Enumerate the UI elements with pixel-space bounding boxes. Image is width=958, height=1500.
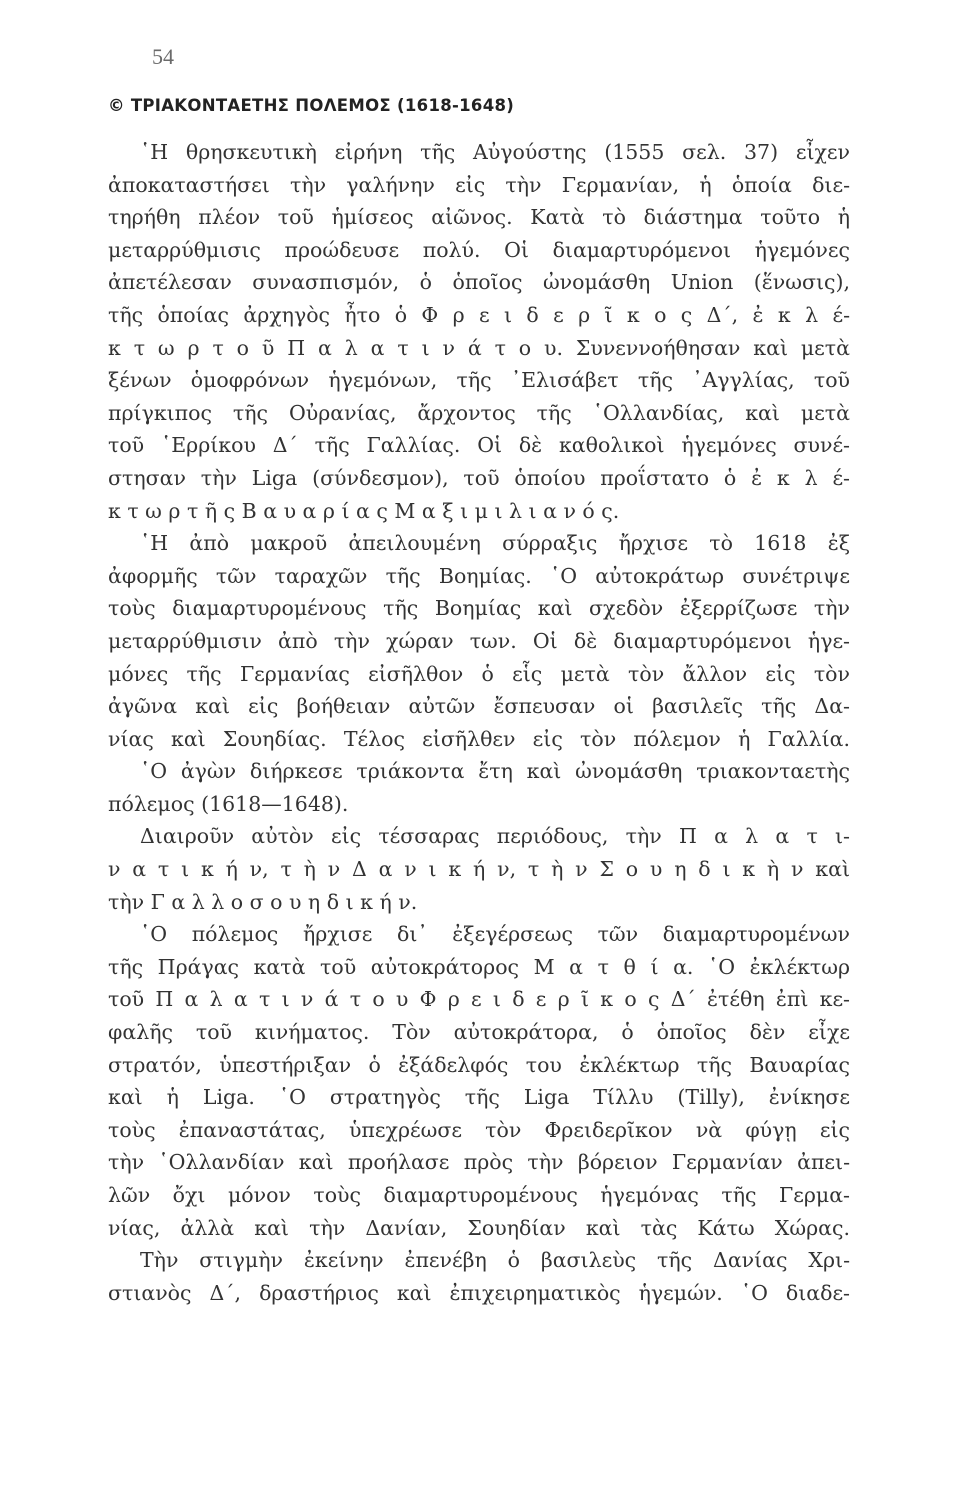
text-line: πρίγκιπος τῆς Οὐρανίας, ἄρχοντος τῆς ῾Ολλανδίας, καὶ μετὰ xyxy=(108,400,850,425)
page-number: 54 xyxy=(152,44,174,69)
text-line: μεταρρύθμισις προώδευσε πολύ. Οἱ διαμαρτυρόμενοι ἡγεμόνες xyxy=(108,237,850,262)
text-line: τηρήθη πλέον τοῦ ἡμίσεος αἰῶνος. Κατὰ τὸ διάστημα τοῦτο ἡ xyxy=(108,205,850,230)
text-line: τὴν Γ α λ λ ο σ ο υ η δ ι κ ή ν. xyxy=(108,889,418,914)
text-line: τοῦ Π α λ α τ ι ν ά τ ο υ Φ ρ ε ι δ ε ρ ῖ κ ο ς Δ΄ ἐτέθη ἐπὶ κε- xyxy=(108,987,850,1012)
body-text xyxy=(108,136,850,1309)
text-line: κ τ ω ρ τ ο ῦ Π α λ α τ ι ν ά τ ο υ. Συνεννοήθησαν καὶ μετὰ xyxy=(108,335,850,360)
text-line: τοὺς διαμαρτυρομένους τῆς Βοημίας καὶ σχεδὸν ἐξερρίζωσε τὴν xyxy=(108,596,850,621)
text-line: τὴν ῾Ολλανδίαν καὶ προήλασε πρὸς τὴν βόρειον Γερμανίαν ἀπει- xyxy=(108,1150,850,1175)
text-line: φαλῆς τοῦ κινήματος. Τὸν αὐτοκράτορα, ὁ ὁποῖος δὲν εἶχε xyxy=(108,1020,850,1045)
text-line: Τὴν στιγμὴν ἐκείνην ἐπενέβη ὁ βασιλεὺς τῆς Δανίας Χρι- xyxy=(140,1248,850,1273)
running-head: © ΤΡΙΑΚΟΝΤΑΕΤΗΣ ΠΟΛΕΜΟΣ (1618-1648) xyxy=(108,96,515,115)
text-line: μόνες τῆς Γερμανίας εἰσῆλθον ὁ εἷς μετὰ τὸν ἄλλον εἰς τὸν xyxy=(108,661,850,686)
text-line: λῶν ὄχι μόνον τοὺς διαμαρτυρομένους ἡγεμόνας τῆς Γερμα- xyxy=(108,1183,850,1207)
text-line: ῾Ο ἀγὼν διήρκεσε τριάκοντα ἔτη καὶ ὠνομάσθη τριακονταετὴς xyxy=(140,759,850,784)
text-line: μεταρρύθμισιν ἀπὸ τὴν χώραν των. Οἱ δὲ διαμαρτυρόμενοι ἡγε- xyxy=(108,628,850,653)
text-line: ἀφορμῆς τῶν ταραχῶν τῆς Βοημίας. ῾Ο αὐτοκράτωρ συνέτριψε xyxy=(108,563,850,588)
text-line: τῆς ὁποίας ἀρχηγὸς ἦτο ὁ Φ ρ ε ι δ ε ρ ῖ κ ο ς Δ΄, ἐ κ λ έ- xyxy=(108,302,850,327)
text-line: ν α τ ι κ ή ν, τ ὴ ν Δ α ν ι κ ή ν, τ ὴ ν Σ ο υ η δ ι κ ὴ ν καὶ xyxy=(108,857,850,882)
text-line: τῆς Πράγας κατὰ τοῦ αὐτοκράτορος Μ α τ θ ί α. ῾Ο ἐκλέκτωρ xyxy=(108,954,850,979)
text-line: κ τ ω ρ τ ῆ ς Β α υ α ρ ί α ς Μ α ξ ι μ ι λ ι α ν ό ς. xyxy=(108,498,620,523)
text-line: ἀπετέλεσαν συνασπισμόν, ὁ ὁποῖος ὠνομάσθη Union (ἕνωσις), xyxy=(108,270,850,295)
text-line: νίας καὶ Σουηδίας. Τέλος εἰσῆλθεν εἰς τὸν πόλεμον ἡ Γαλλία. xyxy=(108,726,850,751)
text-line: ξένων ὁμοφρόνων ἡγεμόνων, τῆς ᾿Ελισάβετ τῆς ᾿Αγγλίας, τοῦ xyxy=(108,368,850,393)
text-line: ἀποκαταστήσει τὴν γαλήνην εἰς τὴν Γερμανίαν, ἡ ὁποία διε- xyxy=(108,172,850,197)
text-line: στιανὸς Δ΄, δραστήριος καὶ ἐπιχειρηματικὸς ἡγεμών. ῾Ο διαδε- xyxy=(108,1280,850,1305)
text-line: ῾Ο πόλεμος ἤρχισε δι᾿ ἐξεγέρσεως τῶν διαμαρτυρομένων xyxy=(140,922,850,947)
text-line: Διαιροῦν αὐτὸν εἰς τέσσαρας περιόδους, τὴν Π α λ α τ ι- xyxy=(140,824,850,849)
text-line: ῾Η θρησκευτικὴ εἰρήνη τῆς Αὐγούστης (1555 σελ. 37) εἶχεν xyxy=(140,140,850,164)
text-line: ἀγῶνα καὶ εἰς βοήθειαν αὐτῶν ἔσπευσαν οἱ βασιλεῖς τῆς Δα- xyxy=(108,694,850,719)
text-line: τοὺς ἐπαναστάτας, ὑπεχρέωσε τὸν Φρειδερῖκον νὰ φύγῃ εἰς xyxy=(108,1117,850,1142)
text-line: καὶ ἡ Liga. ῾Ο στρατηγὸς τῆς Liga Τίλλυ (Tilly), ἐνίκησε xyxy=(108,1085,850,1110)
text-line: ῾Η ἀπὸ μακροῦ ἀπειλουμένη σύρραξις ἤρχισε τὸ 1618 ἐξ xyxy=(140,531,850,556)
text-line: πόλεμος (1618—1648). xyxy=(108,791,349,816)
text-line: στρατόν, ὑπεστήριξαν ὁ ἐξάδελφός του ἐκλέκτωρ τῆς Βαυαρίας xyxy=(108,1052,850,1077)
text-line: νίας, ἀλλὰ καὶ τὴν Δανίαν, Σουηδίαν καὶ τὰς Κάτω Χώρας. xyxy=(108,1215,850,1240)
text-line: τοῦ ῾Ερρίκου Δ΄ τῆς Γαλλίας. Οἱ δὲ καθολικοὶ ἡγεμόνες συνέ- xyxy=(108,433,850,458)
text-line: στησαν τὴν Liga (σύνδεσμον), τοῦ ὁποίου προΐστατο ὁ ἐ κ λ έ- xyxy=(108,465,850,490)
